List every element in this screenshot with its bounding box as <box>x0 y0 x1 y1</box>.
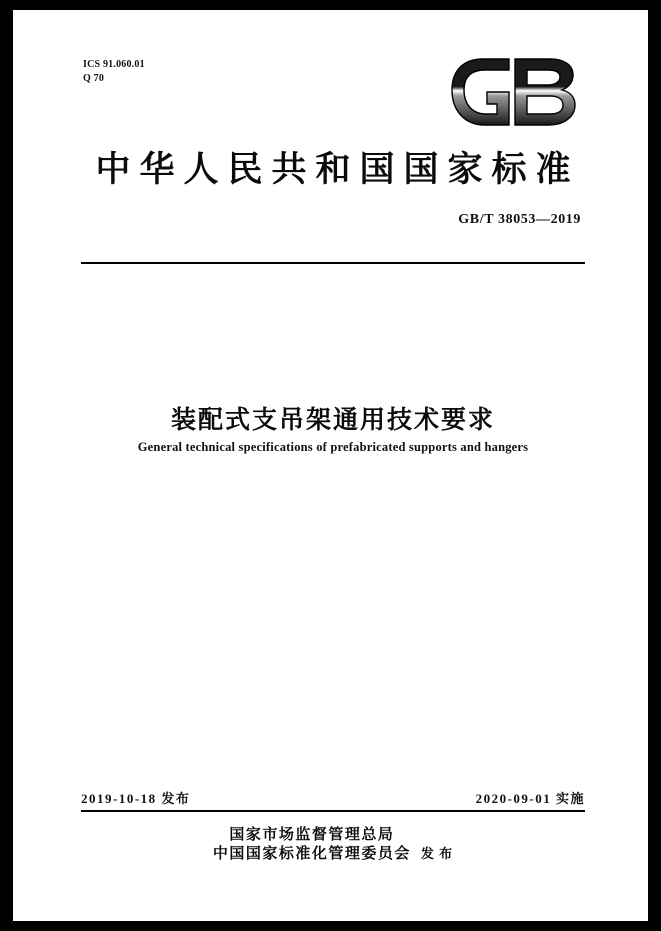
national-standard-heading: 中华人民共和国国家标准 <box>95 150 580 189</box>
footer-divider <box>81 810 585 812</box>
ics-code: ICS 91.060.01 <box>83 59 145 70</box>
issuer-publish-label: 发 布 <box>420 846 454 861</box>
effective-date: 2020-09-01 实施 <box>475 791 585 806</box>
page-content <box>73 10 593 921</box>
document-title-chinese: 装配式支吊架通用技术要求 <box>170 407 495 434</box>
document-title-english: General technical specifications of prefabricated supports and hangers <box>137 440 529 454</box>
dates-row <box>81 788 585 807</box>
standard-number: GB/T 38053—2019 <box>458 212 581 227</box>
issuer-names <box>213 826 411 864</box>
issuer-block <box>73 826 593 864</box>
issuer-line-2: 中国国家标准化管理委员会 <box>212 846 411 862</box>
issuer-line-1: 国家市场监督管理总局 <box>229 827 395 843</box>
issue-date: 2019-10-18 发布 <box>81 791 191 806</box>
gb-logo-icon <box>449 56 579 128</box>
header-divider <box>81 262 585 264</box>
classification-code: Q 70 <box>83 73 105 84</box>
ics-code-block <box>83 58 145 86</box>
document-page <box>13 10 648 921</box>
